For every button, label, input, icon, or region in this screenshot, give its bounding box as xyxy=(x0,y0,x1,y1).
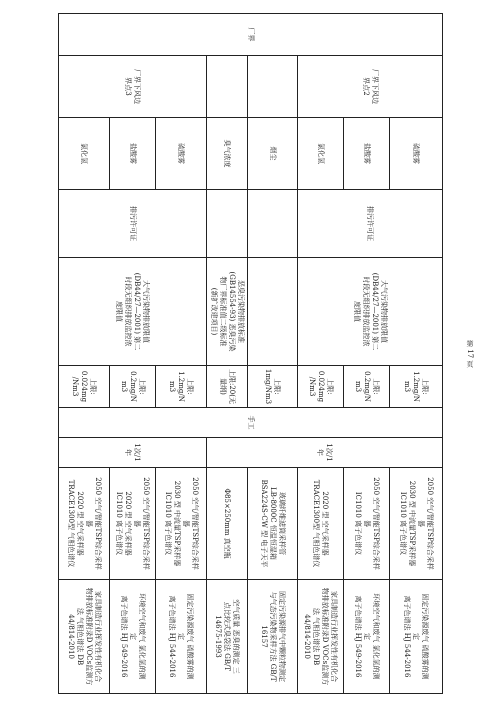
instrument-cell: 2050 空气/智能TSP综合采样 器 2020 型 空气采样器 IC1010 离子色谱仪 xyxy=(110,468,156,580)
instrument-cell: 2050 空气/智能TSP综合采样 器 2030 型 中流量TSP采样器 IC1010 离子色谱仪 xyxy=(156,468,207,580)
table-row xyxy=(156,14,207,694)
permit-cell: 排污许可证 xyxy=(59,190,207,258)
frequency-cell: 1次/1 年 xyxy=(207,438,443,468)
limit-value-cell: 上限: 0.024mg /Nm3 xyxy=(298,366,344,408)
method-cell: 固定污染源废气 硫酸雾的测 定 离子色谱法 HJ 544-2016 xyxy=(156,580,207,694)
pollutant-cell: 盐酸雾 xyxy=(344,118,390,190)
manual-cell: 手工 xyxy=(59,408,443,438)
monitoring-table xyxy=(58,13,443,694)
permit-cell xyxy=(248,190,298,258)
table-row xyxy=(248,14,298,694)
instrument-cell: 玻璃纤维滤筒采样管 LB-8000C 恒温恒湿箱 BSA224S-CW 型 电子天平 xyxy=(248,468,298,580)
limit-standard-cell xyxy=(248,258,298,366)
method-cell: 固定污染源排气中颗粒物测定 与气态污染物采样方法 GB/T 16157 xyxy=(248,580,298,694)
rotated-table-stage xyxy=(57,13,443,693)
area-cell: 厂界 xyxy=(59,14,443,56)
instrument-cell: 2050 空气/智能TSP综合采样 器 IC1010 离子色谱仪 xyxy=(344,468,390,580)
monitor-point-cell: 厂界下风边 界点2 xyxy=(298,56,443,118)
pollutant-cell: 盐酸雾 xyxy=(110,118,156,190)
limit-standard-cell: 恶臭污染物排放标准 (GB14554-93) 恶臭污染 物厂界标准值二级标准 (新扩改建项目) xyxy=(207,258,248,366)
table-row xyxy=(207,14,248,694)
pollutant-cell: 烟尘 xyxy=(248,118,298,190)
limit-value-cell: 上限: 1mg/Nm3 xyxy=(248,366,298,408)
method-cell: 固定污染源废气 硫酸雾的测 定 离子色谱法 HJ 544-2016 xyxy=(390,580,443,694)
method-cell: 家具制造行业挥发性有机化合 物排放标准附录D VOCs监测方 法 气相色谱法 DB 44/814-2010 xyxy=(59,580,110,694)
frequency-cell: 1次/1 年 xyxy=(59,438,207,468)
pollutant-cell: 氯化氢 xyxy=(59,118,110,190)
pollutant-cell: 臭气浓度 xyxy=(207,118,248,190)
pollutant-cell: 氯化氢 xyxy=(298,118,344,190)
method-cell: 空气质量 恶臭的测定 三 点比较式臭袋法 GB/T 14675-1993 xyxy=(207,580,248,694)
method-cell: 家具制造行业挥发性有机化合 物排放标准附录D VOCs监测方 法 气相色谱法 DB 44/814-2010 xyxy=(298,580,344,694)
instrument-cell: 2050 空气/智能TSP综合采样 器 2020 型 空气采样器 TRACE1300型 气相色谱仪 xyxy=(59,468,110,580)
method-cell: 环境空气和废气 氯化氢的测 定 离子色谱法 HJ 549-2016 xyxy=(110,580,156,694)
monitor-point-cell: 厂界下风边 界点3 xyxy=(59,56,207,118)
limit-value-cell: 上限: 1.2mg/N m3 xyxy=(156,366,207,408)
limit-value-cell: 上限: 0.2mg/N m3 xyxy=(344,366,390,408)
limit-standard-cell: 大气污染物排放限值 (DB44/27—2001) 第二 时段无组织排放监控浓 度限值 xyxy=(59,258,207,366)
monitor-point-cell xyxy=(248,56,298,118)
monitor-point-cell xyxy=(207,56,248,118)
pollutant-cell: 硫酸雾 xyxy=(156,118,207,190)
limit-value-cell: 上限: 1.2mg/N m3 xyxy=(390,366,443,408)
pollutant-cell: 硫酸雾 xyxy=(390,118,443,190)
instrument-cell: Φ85×250mm 真空瓶 xyxy=(207,468,248,580)
limit-value-cell: 上限: 0.024mg /Nm3 xyxy=(59,366,110,408)
permit-cell: 排污许可证 xyxy=(298,190,443,258)
table-row xyxy=(390,14,443,694)
instrument-cell: 2050 空气/智能TSP综合采样 器 2030 型 中流量TSP采样器 IC1010 离子色谱仪 xyxy=(390,468,443,580)
instrument-cell: 2020 型 空气采样器 TRACE1300型 气相色谱仪 xyxy=(298,468,344,580)
page-number: 第 17 页 xyxy=(466,340,474,368)
limit-standard-cell: 大气污染物排放限值 (DB44/27—2001) 第二 时段无组织排放监控浓 度限值 xyxy=(298,258,443,366)
limit-value-cell: 上限: 0.2mg/N m3 xyxy=(110,366,156,408)
method-cell: 环境空气和废气 氯化氢的测 定 离子色谱法 HJ 549-2016 xyxy=(344,580,390,694)
permit-cell xyxy=(207,190,248,258)
limit-value-cell: 上限:20(无量纲) xyxy=(207,366,248,408)
